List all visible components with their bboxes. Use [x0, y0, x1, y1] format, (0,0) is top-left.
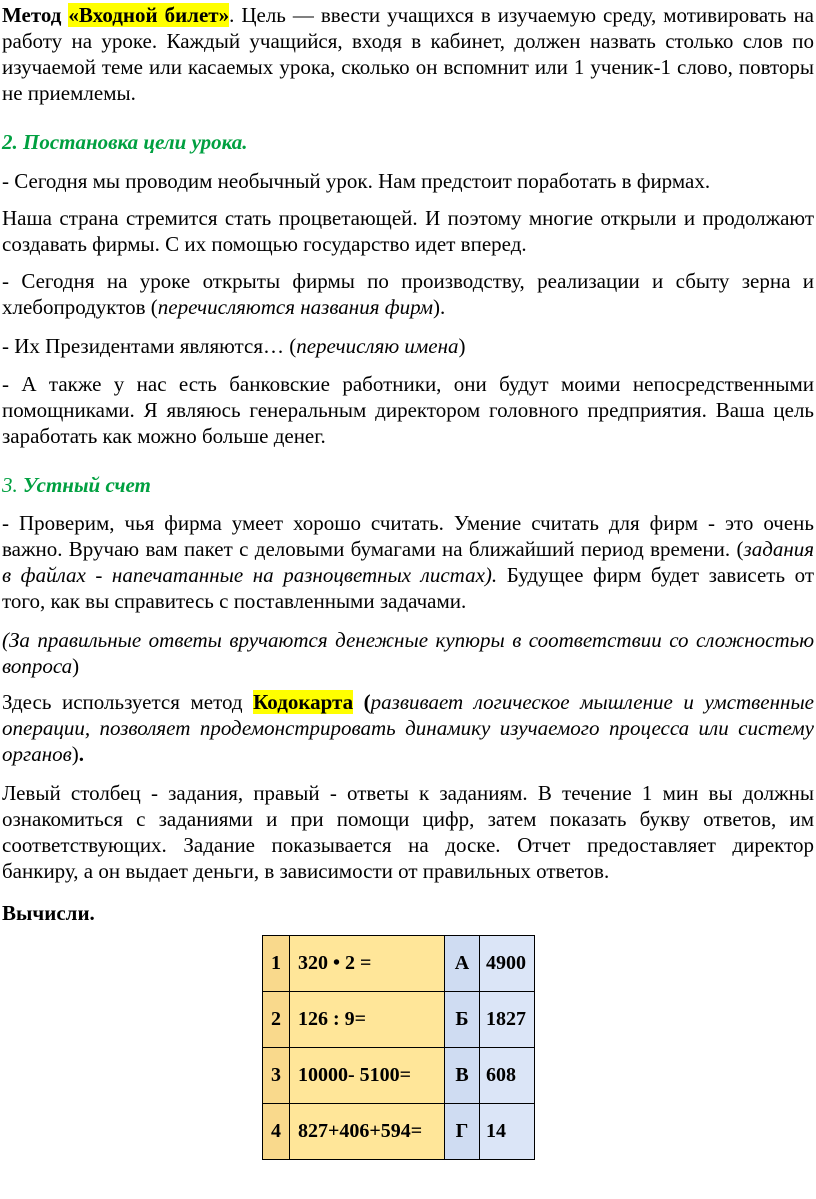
paragraph-codecard-dot: .: [78, 742, 84, 766]
heading-section-2: [2, 129, 814, 155]
codecard-table: [262, 935, 535, 1160]
heading-section-2-text: 2. Постановка цели урока: [2, 130, 243, 154]
paragraph-bank: - А также у нас есть банковские работники, они будут моими непосредственными помощниками. Я являюсь генеральным директором головного предприятия. Ваша цель заработать как можно больше денег.: [2, 372, 814, 448]
paragraph-presidents-end: ): [458, 334, 466, 358]
paragraph-reward-italic: (За правильные ответы вручаются денежные купюры в соответствии со сложностью вопроса: [2, 628, 814, 678]
answer-value: 4900: [480, 936, 535, 992]
task-number: 1: [263, 936, 290, 992]
task-number: 4: [263, 1104, 290, 1160]
paragraph-firms: [2, 268, 814, 320]
paragraph-counting-text: - Проверим, чья фирма умеет хорошо считать. Умение считать для фирм - это очень важно. Вручаю вам пакет с деловыми бумагами на ближайший период времени. (: [2, 511, 814, 561]
paragraph-counting-italic: задания в файлах - напечатанные на разноцветных листах).: [2, 537, 814, 587]
answer-letter: В: [445, 1048, 480, 1104]
task-number: 3: [263, 1048, 290, 1104]
heading-section-3-num: 3.: [2, 473, 18, 497]
paragraph-counting-end: Будущее фирм будет зависеть от того, как вы справитесь с поставленными задачами.: [2, 563, 815, 613]
table-row: [263, 1048, 535, 1104]
paragraph-codecard-close: ): [71, 742, 79, 766]
answer-value: 1827: [480, 992, 535, 1048]
paragraph-instructions: Левый столбец - задания, правый - ответы к заданиям. В течение 1 мин вы должны ознакомиться с заданиями и при помощи цифр, затем показать букву ответов, им соответствующих. Задание показывается на доске. Отчет предоставляет директор банкиру, а он выдает деньги, в зависимости от правильных ответов.: [2, 781, 814, 883]
paragraph-entry-ticket: [2, 2, 814, 106]
paragraph-entry-ticket-text: . Цель — ввести учащихся в изучаемую среду, мотивировать на работу на уроке. Каждый учащийся, входя в кабинет, должен назвать столько слов по изучаемой теме или касаемых урока, сколько он вспомнит или 1 ученик-1 слово, повторы не приемлемы.: [2, 3, 814, 105]
paragraph-codecard: [2, 689, 814, 767]
answer-letter: Г: [445, 1104, 480, 1160]
paragraph-calculate: Вычисли.: [2, 901, 95, 925]
paragraph-intro: - Сегодня мы проводим необычный урок. Нам предстоит поработать в фирмах.: [2, 169, 711, 193]
heading-section-3-text: Устный счет: [23, 473, 151, 497]
table-row: [263, 936, 535, 992]
paragraph-firms-italic: перечисляются названия фирм: [157, 295, 434, 319]
answer-letter: А: [445, 936, 480, 992]
answer-value: 14: [480, 1104, 535, 1160]
heading-section-2-dot: .: [242, 130, 248, 154]
paragraph-codecard-text: Здесь используется метод: [2, 690, 254, 714]
paragraph-firms-text: - Сегодня на уроке открыты фирмы по производству, реализации и сбыту зерна и хлебопродуктов (: [2, 269, 814, 319]
heading-section-3: [2, 472, 814, 498]
paragraph-codecard-open: (: [353, 690, 371, 714]
paragraph-country: Наша страна стремится стать процветающей. И поэтому многие открыли и продолжают создавать фирмы. С их помощью государство идет вперед.: [2, 206, 814, 256]
paragraph-presidents: [2, 333, 814, 359]
task-expression: 827+406+594=: [290, 1104, 445, 1160]
answer-value: 608: [480, 1048, 535, 1104]
paragraph-presidents-italic: перечисляю имена: [296, 334, 459, 358]
method-label: Метод: [2, 3, 69, 27]
paragraph-firms-end: ).: [433, 295, 446, 319]
codecard-highlight: Кодокарта: [253, 690, 354, 714]
task-expression: 10000- 5100=: [290, 1048, 445, 1104]
table-row: [263, 1104, 535, 1160]
paragraph-counting: [2, 510, 814, 614]
paragraph-reward: [2, 627, 814, 679]
task-number: 2: [263, 992, 290, 1048]
paragraph-presidents-text: - Их Президентами являются… (: [2, 334, 297, 358]
method-name-highlight: «Входной билет»: [68, 3, 230, 27]
paragraph-codecard-italic: развивает логическое мышление и умственные операции, позволяет продемонстрировать динамику изучаемого процесса или систему органов: [2, 690, 815, 766]
paragraph-reward-end: ): [72, 654, 80, 678]
task-expression: 126 : 9=: [290, 992, 445, 1048]
answer-letter: Б: [445, 992, 480, 1048]
task-expression: 320 • 2 =: [290, 936, 445, 992]
table-row: [263, 992, 535, 1048]
